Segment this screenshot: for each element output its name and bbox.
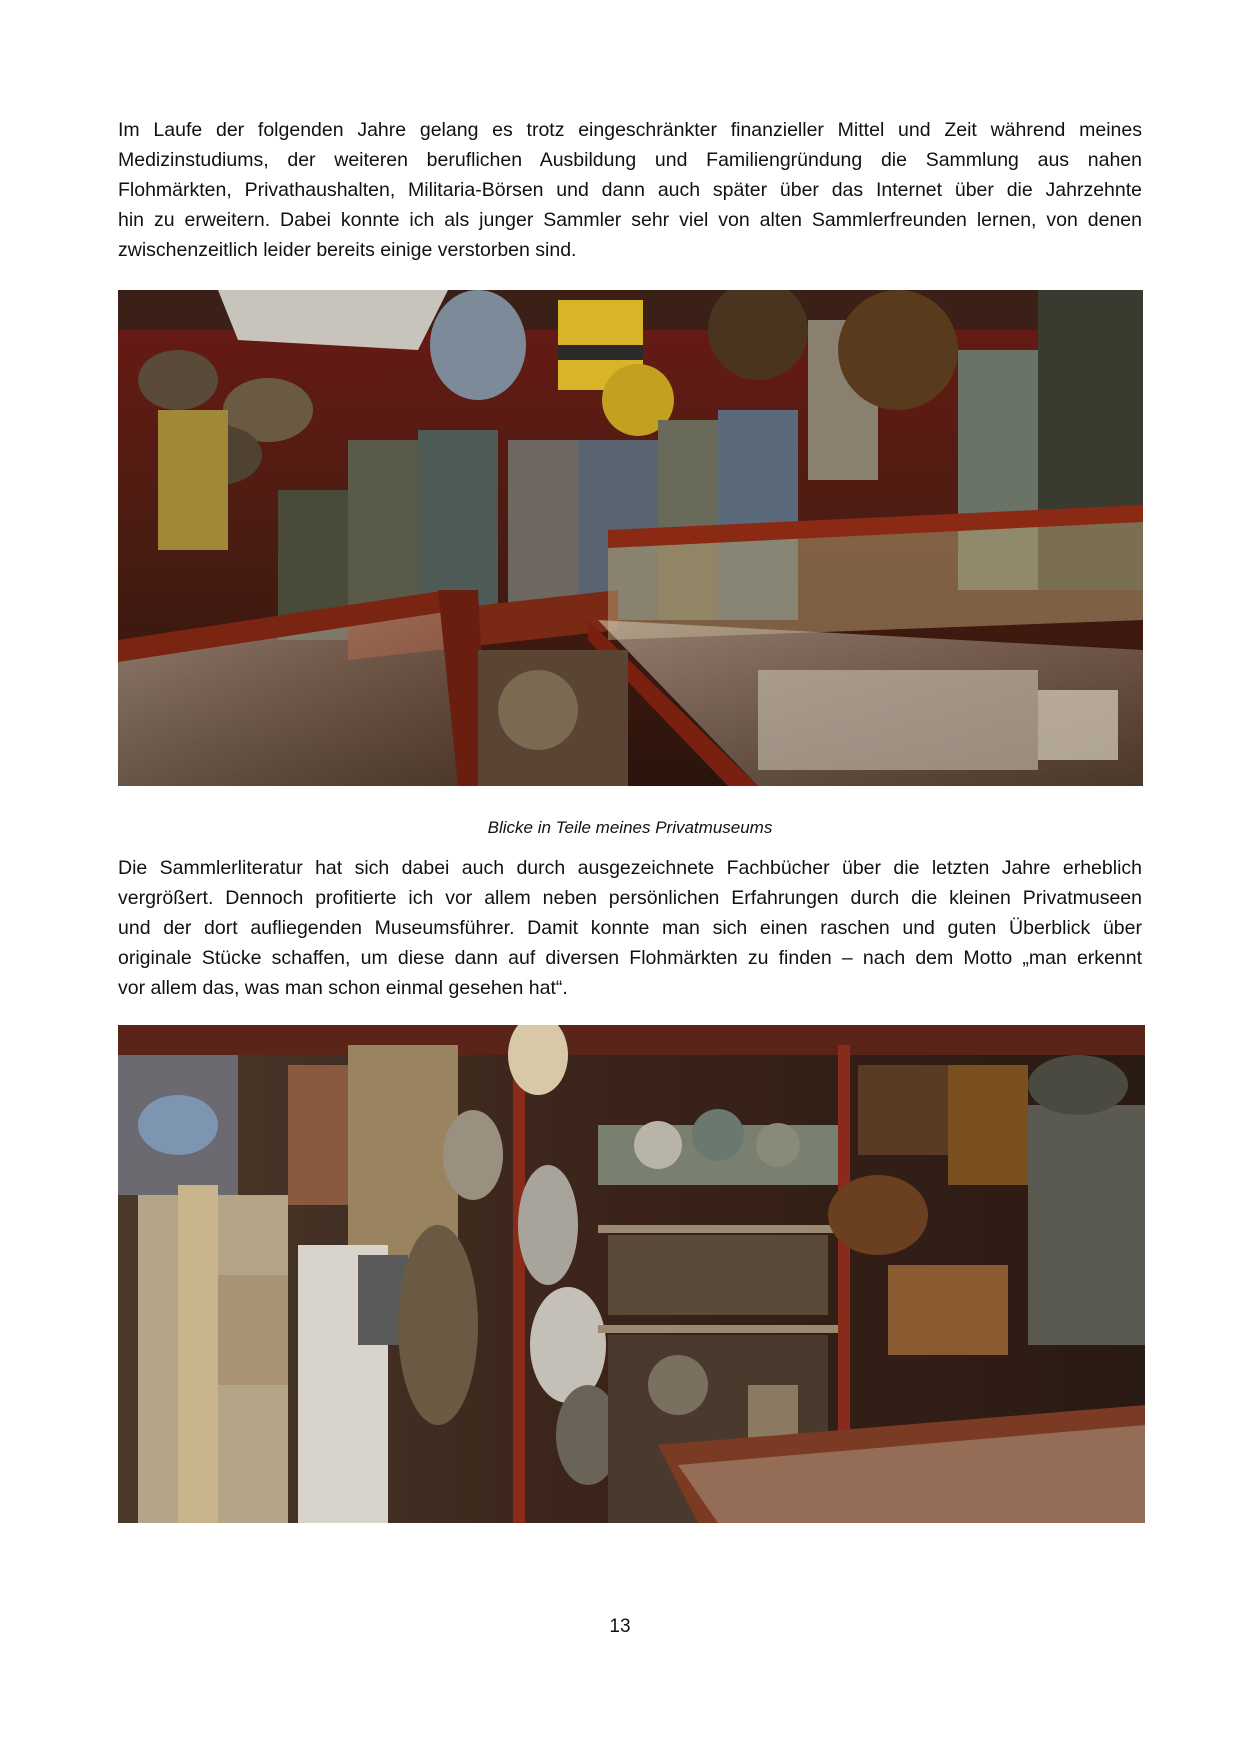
paragraph-line: hin zu erweitern. Dabei konnte ich als junger Sammler sehr viel von alten Sammlerfreunden lernen, von denen — [118, 209, 1142, 231]
paragraph-line: Im Laufe der folgenden Jahre gelang es trotz eingeschränkter finanzieller Mittel und Zeit während meines — [118, 119, 1142, 141]
paragraph-line: Medizinstudiums, der weiteren beruflichen Ausbildung und Familiengründung die Sammlung aus nahen — [118, 149, 1142, 171]
paragraph-1 — [118, 115, 1142, 265]
paragraph-line: zwischenzeitlich leider bereits einige verstorben sind. — [118, 239, 577, 261]
paragraph-2 — [118, 853, 1142, 1003]
paragraph-line: vergrößert. Dennoch profitierte ich vor allem neben persönlichen Erfahrungen durch die kleinen Privatmuseen — [118, 887, 1142, 909]
paragraph-line: originale Stücke schaffen, um diese dann auf diversen Flohmärkten zu finden – nach dem Motto „man erkennt — [118, 947, 1142, 969]
museum-photo-1 — [118, 290, 1143, 786]
museum-photo-2 — [118, 1025, 1145, 1523]
paragraph-line: und der dort aufliegenden Museumsführer. Damit konnte man sich einen raschen und guten Überblick über — [118, 917, 1142, 939]
paragraph-line: vor allem das, was man schon einmal gesehen hat“. — [118, 977, 568, 999]
paragraph-line: Flohmärkten, Privathaushalten, Militaria-Börsen und dann auch später über das Internet über die Jahrzehnte — [118, 179, 1142, 201]
photo-caption: Blicke in Teile meines Privatmuseums — [487, 818, 773, 837]
paragraph-line: Die Sammlerliteratur hat sich dabei auch durch ausgezeichnete Fachbücher über die letzten Jahre erheblich — [118, 857, 1142, 879]
page-number: 13 — [609, 1616, 631, 1637]
